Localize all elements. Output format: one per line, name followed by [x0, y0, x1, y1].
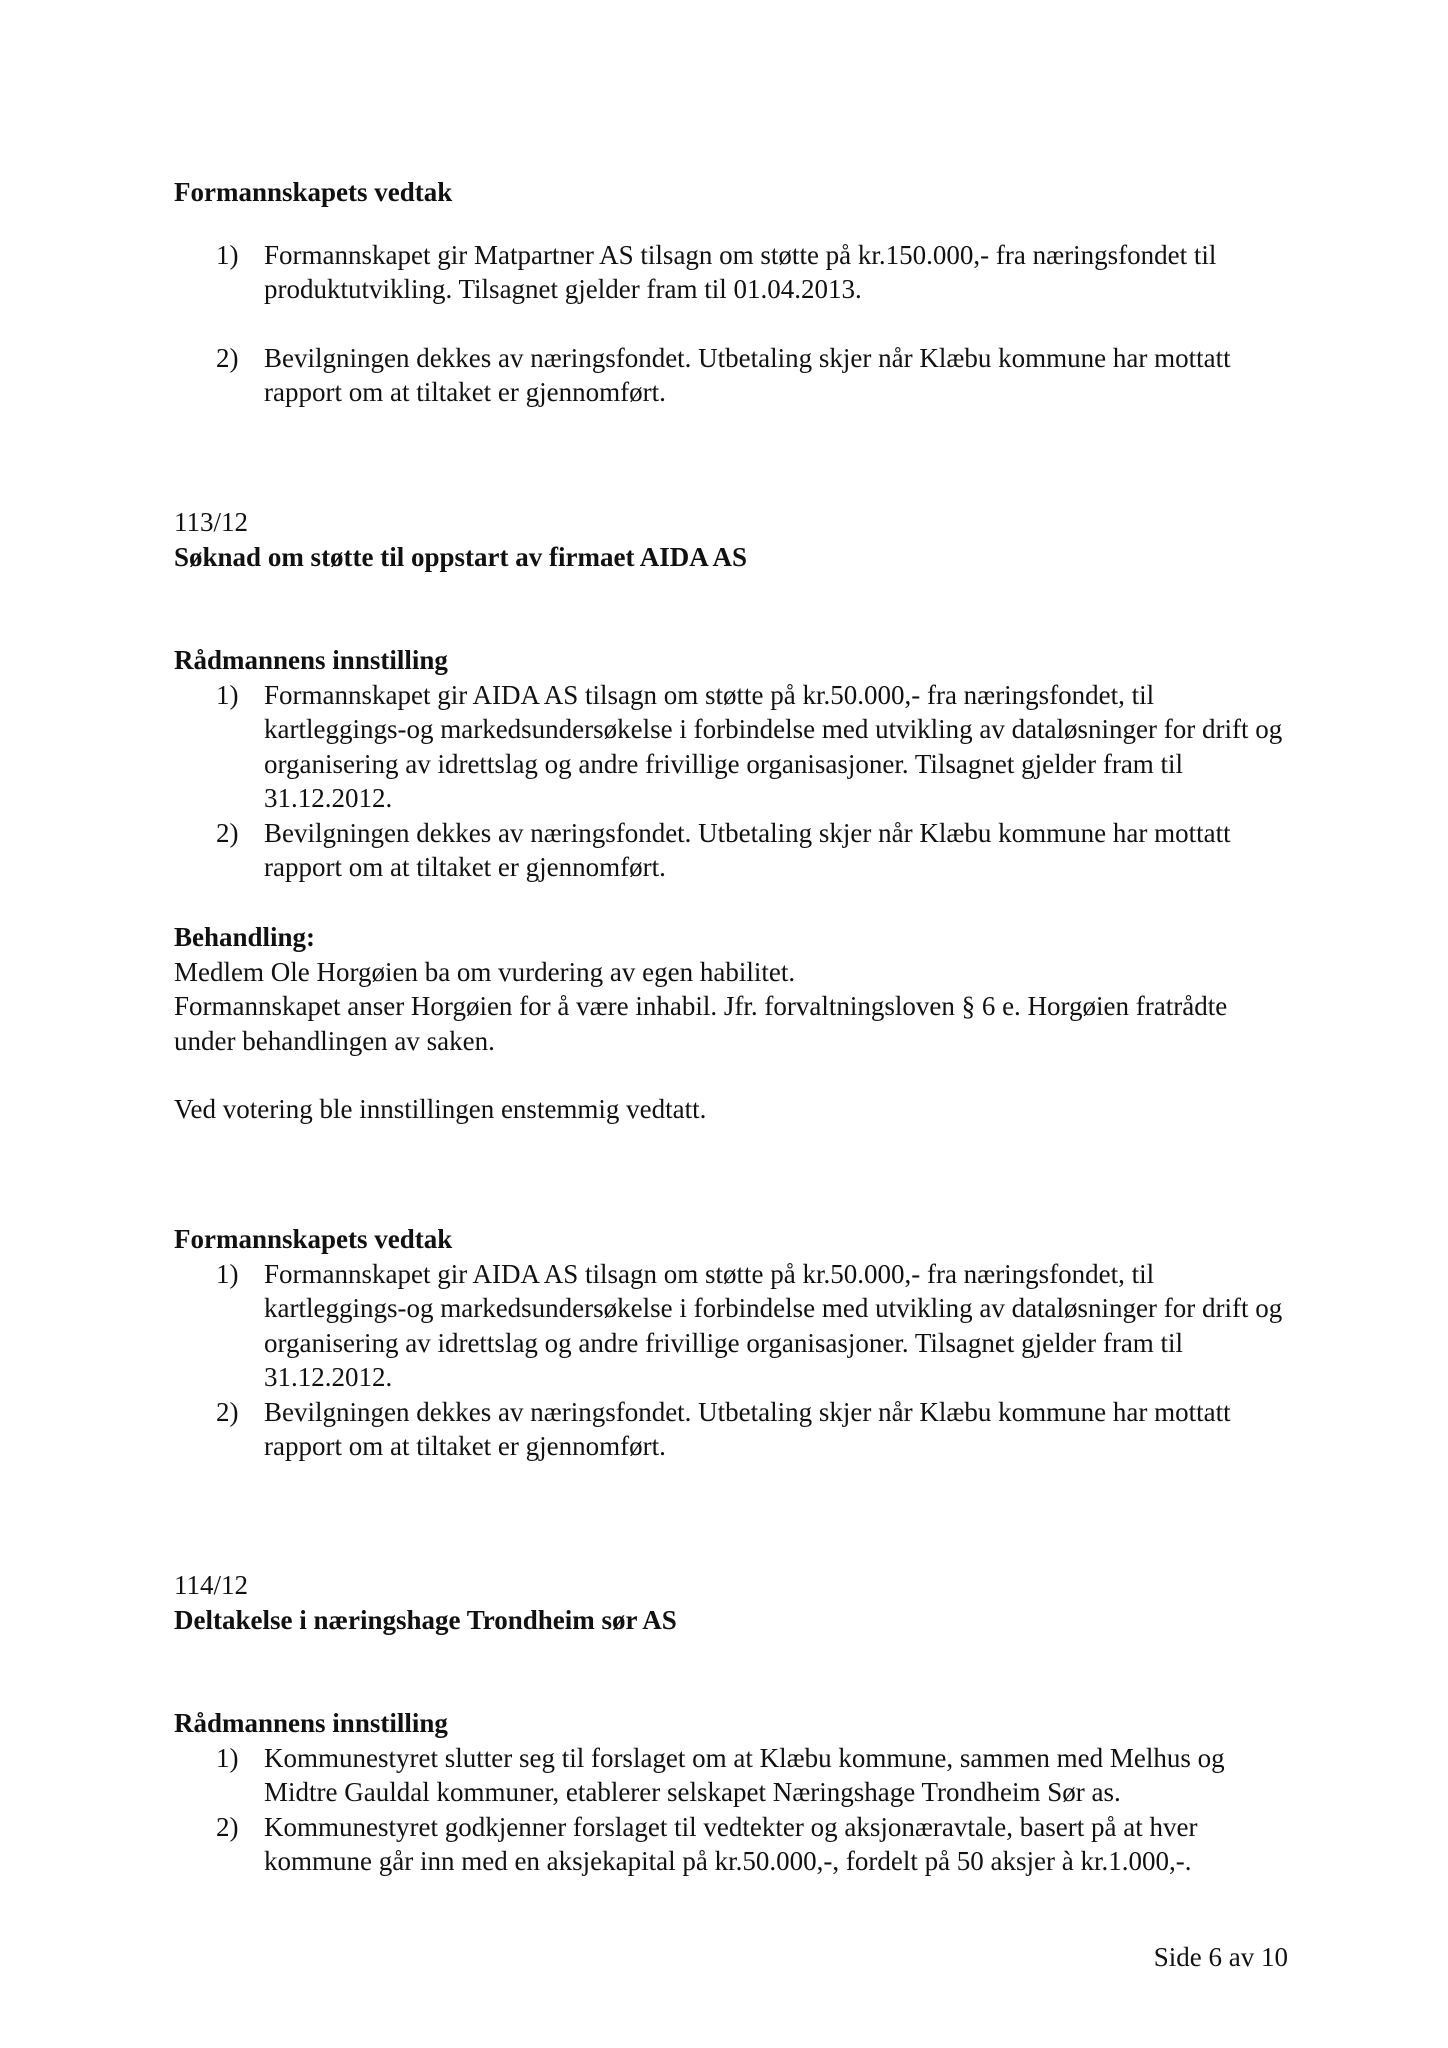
recommendation-list [174, 1741, 1294, 1879]
section-heading: Rådmannens innstilling [174, 645, 448, 675]
item-number: 1) [216, 1258, 239, 1289]
section-heading: Formannskapets vedtak [174, 1224, 453, 1254]
treatment-text: Medlem Ole Horgøien ba om vurdering av egen habilitet. [174, 956, 796, 987]
item-text: Formannskapet gir AIDA AS tilsagn om støtte på kr.50.000,- fra næringsfondet, til kartleggings-og markedsundersøkelse i forbindelse med utvikling av dataløsninger for drift og organisering av idrettslag og andre frivillige organisasjoner. Tilsagnet gjelder fram til 31.12.2012. [264, 1258, 1283, 1392]
treatment-heading: Behandling: [174, 922, 316, 952]
section-heading: Rådmannens innstilling [174, 1708, 448, 1738]
decision-list [174, 1257, 1294, 1464]
list-item [174, 1810, 1294, 1879]
case-number: 113/12 [174, 507, 248, 537]
item-number: 1) [216, 239, 239, 270]
case-113-decision [174, 1222, 1294, 1464]
list-item [174, 341, 1294, 410]
vote-text: Ved votering ble innstillingen enstemmig vedtatt. [174, 1094, 707, 1124]
treatment-text: Formannskapet anser Horgøien for å være inhabil. Jfr. forvaltningsloven § 6 e. Horgøien fratrådte under behandlingen av saken. [174, 991, 1228, 1056]
page-number: Side 6 av 10 [1153, 1942, 1288, 1972]
list-item [174, 816, 1294, 885]
item-text: Bevilgningen dekkes av næringsfondet. Utbetaling skjer når Klæbu kommune har mottatt rapport om at tiltaket er gjennomført. [264, 817, 1231, 882]
case-title: Søknad om støtte til oppstart av firmaet AIDA AS [174, 541, 748, 572]
list-item [174, 1741, 1294, 1810]
list-item [174, 1395, 1294, 1464]
item-text: Bevilgningen dekkes av næringsfondet. Utbetaling skjer når Klæbu kommune har mottatt rapport om at tiltaket er gjennomført. [264, 1396, 1231, 1461]
list-item [174, 238, 1294, 307]
case-113-treatment [174, 920, 1294, 1127]
item-number: 2) [216, 1396, 239, 1427]
case-number: 114/12 [174, 1570, 248, 1600]
item-number: 1) [216, 679, 239, 710]
item-text: Kommunestyret godkjenner forslaget til vedtekter og aksjonæravtale, basert på at hver kommune går inn med en aksjekapital på kr.50.000,-, fordelt på 50 aksjer à kr.1.000,-. [264, 1811, 1198, 1876]
item-number: 2) [216, 817, 239, 848]
decision-list [174, 238, 1294, 410]
item-number: 2) [216, 342, 239, 373]
case-114-recommendation [174, 1706, 1294, 1879]
case-113-recommendation [174, 643, 1294, 885]
list-item [174, 678, 1294, 816]
decision-section-matpartner [174, 175, 1294, 410]
section-heading: Formannskapets vedtak [174, 177, 453, 207]
item-text: Kommunestyret slutter seg til forslaget om at Klæbu kommune, sammen med Melhus og Midtre Gauldal kommuner, etablerer selskapet Næringshage Trondheim Sør as. [264, 1742, 1225, 1807]
case-title: Deltakelse i næringshage Trondheim sør AS [174, 1604, 677, 1635]
case-113-header [174, 505, 1294, 574]
item-number: 2) [216, 1811, 239, 1842]
item-text: Formannskapet gir AIDA AS tilsagn om støtte på kr.50.000,- fra næringsfondet, til kartleggings-og markedsundersøkelse i forbindelse med utvikling av dataløsninger for drift og organisering av idrettslag og andre frivillige organisasjoner. Tilsagnet gjelder fram til 31.12.2012. [264, 679, 1283, 813]
item-text: Formannskapet gir Matpartner AS tilsagn om støtte på kr.150.000,- fra næringsfondet til produktutvikling. Tilsagnet gjelder fram til 01.04.2013. [264, 239, 1217, 304]
item-number: 1) [216, 1742, 239, 1773]
item-text: Bevilgningen dekkes av næringsfondet. Utbetaling skjer når Klæbu kommune har mottatt rapport om at tiltaket er gjennomført. [264, 342, 1231, 407]
case-114-header [174, 1568, 1294, 1637]
recommendation-list [174, 678, 1294, 885]
list-item [174, 1257, 1294, 1395]
